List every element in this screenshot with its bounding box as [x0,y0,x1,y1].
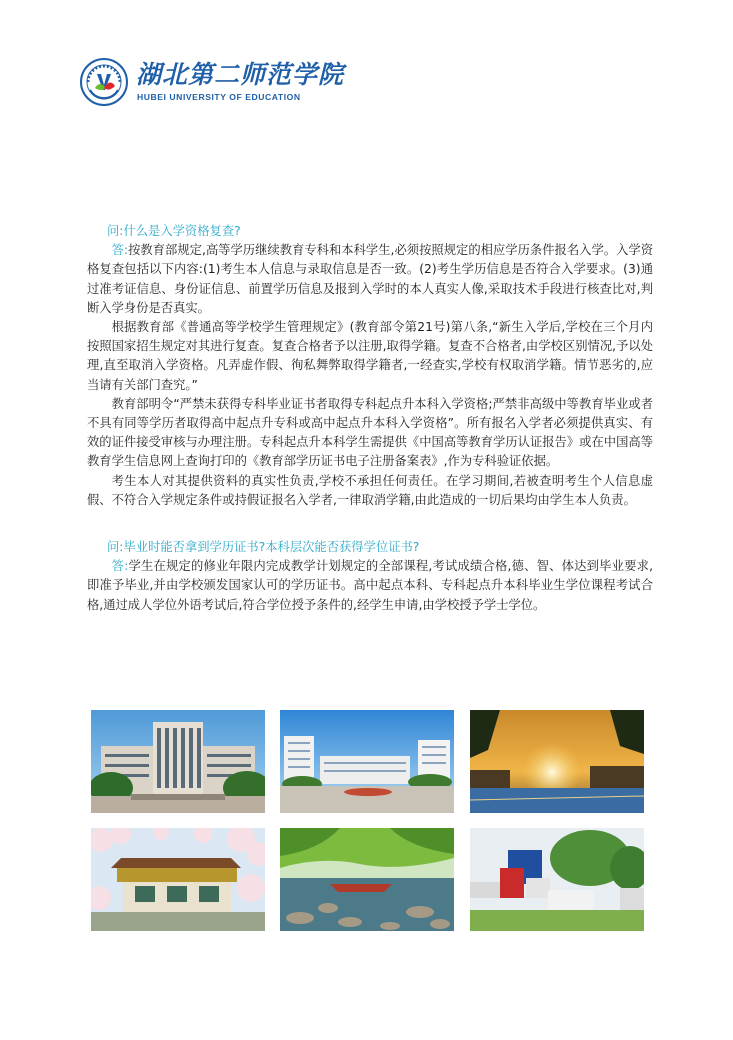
campus-square-photo [280,710,454,813]
answer-paragraph: 教育部明令“严禁未获得专科毕业证书者取得专科起点升本科入学资格;严禁非高级中等教育毕业或者不具有同等学历者取得高中起点升专科或高中起点升本科入学资格”。所有报名入学者必须提供真实、有效的证件接受审核与办理注册。专科起点升本科学生需提供《中国高等教育学历认证报告》或在中国高等教育学生信息网上查询打印的《教育部学历证书电子注册备案表》,作为专科验证依据。 [87,396,653,469]
university-logo [80,58,345,106]
container-building-photo [470,828,644,931]
school-name-english: HUBEI UNIVERSITY OF EDUCATION [137,92,301,102]
question-heading: 问:毕业时能否拿到学历证书?本科层次能否获得学位证书? [107,540,420,555]
faq-section-diploma-degree [87,538,653,615]
cherry-blossom-gate-photo [91,828,265,931]
school-name-chinese: 湖北第二师范学院 [136,60,345,89]
faq-content [87,222,653,615]
question-heading: 问:什么是入学资格复查? [107,224,241,238]
answer-label: 答: [111,559,129,574]
lake-boat-photo [280,828,454,931]
answer-text: 学生在规定的修业年限内完成教学计划规定的全部课程,考试成绩合格,德、智、体达到毕业要求,即准予毕业,并由学校颁发国家认可的学历证书。高中起点本科、专科起点升本科毕业生学位课程考试合格,通过成人学位外语考试后,符合学位授予条件的,经学生申请,由学校授予学士学位。 [87,559,653,612]
university-emblem-icon [80,58,128,106]
answer-text: 按教育部规定,高等学历继续教育专科和本科学生,必须按照规定的相应学历条件报名入学。入学资格复查包括以下内容:(1)考生本人信息与录取信息是否一致。(2)考生学历信息是否符合入学要求。(3)通过准考证信息、身份证信息、前置学历信息及报到入学时的本人真实人像,采取技术手段进行核查比对,判断入学身份是否真实。 [87,243,653,315]
answer-paragraph [87,557,653,615]
sunset-photo [470,710,644,813]
answer-paragraph: 根据教育部《普通高等学校学生管理规定》(教育部令第21号)第八条,“新生入学后,学校在三个月内按照国家招生规定对其进行复查。复查合格者予以注册,取得学籍。复查不合格者,由学校区别情况,予以处理,直至取消入学资格。凡弄虚作假、徇私舞弊取得学籍者,一经查实,学校有权取消学籍。情节恶劣的,应当请有关部门查究。” [87,320,653,392]
main-building-photo [91,710,265,813]
answer-paragraph [87,241,653,318]
answer-paragraph: 考生本人对其提供资料的真实性负责,学校不承担任何责任。在学习期间,若被查明考生个人信息虚假、不符合入学规定条件或持假证报名入学者,一律取消学籍,由此造成的一切后果均由学生本人负责。 [87,473,653,507]
campus-photo-gallery [91,710,643,934]
faq-section-admission-review [87,222,653,510]
answer-label: 答: [111,243,129,258]
